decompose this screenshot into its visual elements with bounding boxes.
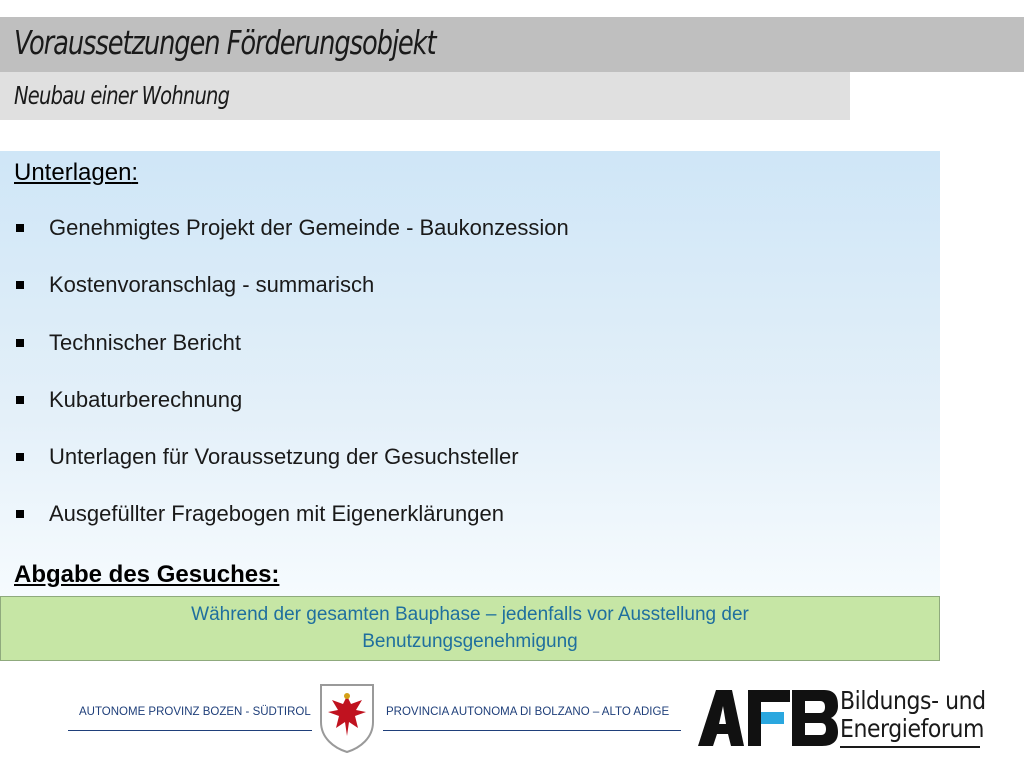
brand-name-line1: Bildungs- und [840, 686, 986, 715]
square-bullet-icon [16, 453, 24, 461]
square-bullet-icon [16, 224, 24, 232]
submission-heading: Abgabe des Gesuches: [14, 561, 280, 588]
square-bullet-icon [16, 339, 24, 347]
page-subtitle: Neubau einer Wohnung [14, 81, 230, 110]
square-bullet-icon [16, 510, 24, 518]
square-bullet-icon [16, 281, 24, 289]
list-item-label: Technischer Bericht [49, 329, 241, 355]
documents-heading-label: Unterlagen [14, 159, 132, 186]
page-title: Voraussetzungen Förderungsobjekt [14, 23, 436, 62]
square-bullet-icon [16, 396, 24, 404]
content-panel [0, 151, 940, 596]
afb-logo [698, 688, 838, 748]
footer-divider-right [383, 730, 681, 731]
province-name-de: AUTONOME PROVINZ BOZEN - SÜDTIROL [79, 706, 311, 718]
list-item-label: Unterlagen für Voraussetzung der Gesuchsteller [49, 444, 519, 470]
submission-note-line1: Während der gesamten Bauphase – jedenfalls vor Ausstellung der [191, 604, 749, 625]
list-item-label: Kostenvoranschlag - summarisch [49, 272, 375, 298]
submission-note [0, 596, 940, 661]
title-bar [0, 17, 1024, 72]
list-item-label: Kubaturberechnung [49, 386, 243, 412]
coat-of-arms-icon [318, 682, 376, 754]
footer-divider-left [68, 730, 312, 731]
brand-name-line2: Energieforum [840, 714, 985, 743]
documents-heading [14, 159, 138, 187]
footer [0, 680, 1024, 768]
province-name-it: PROVINCIA AUTONOMA DI BOLZANO – ALTO ADIGE [386, 706, 670, 718]
documents-heading-colon: : [131, 159, 139, 186]
brand-underline [840, 746, 980, 748]
submission-note-line2: Benutzungsgenehmigung [362, 631, 578, 652]
list-item-label: Genehmigtes Projekt der Gemeinde - Baukonzession [49, 215, 569, 240]
subtitle-bar [0, 72, 850, 120]
list-item-label: Ausgefüllter Fragebogen mit Eigenerklärungen [49, 501, 504, 527]
